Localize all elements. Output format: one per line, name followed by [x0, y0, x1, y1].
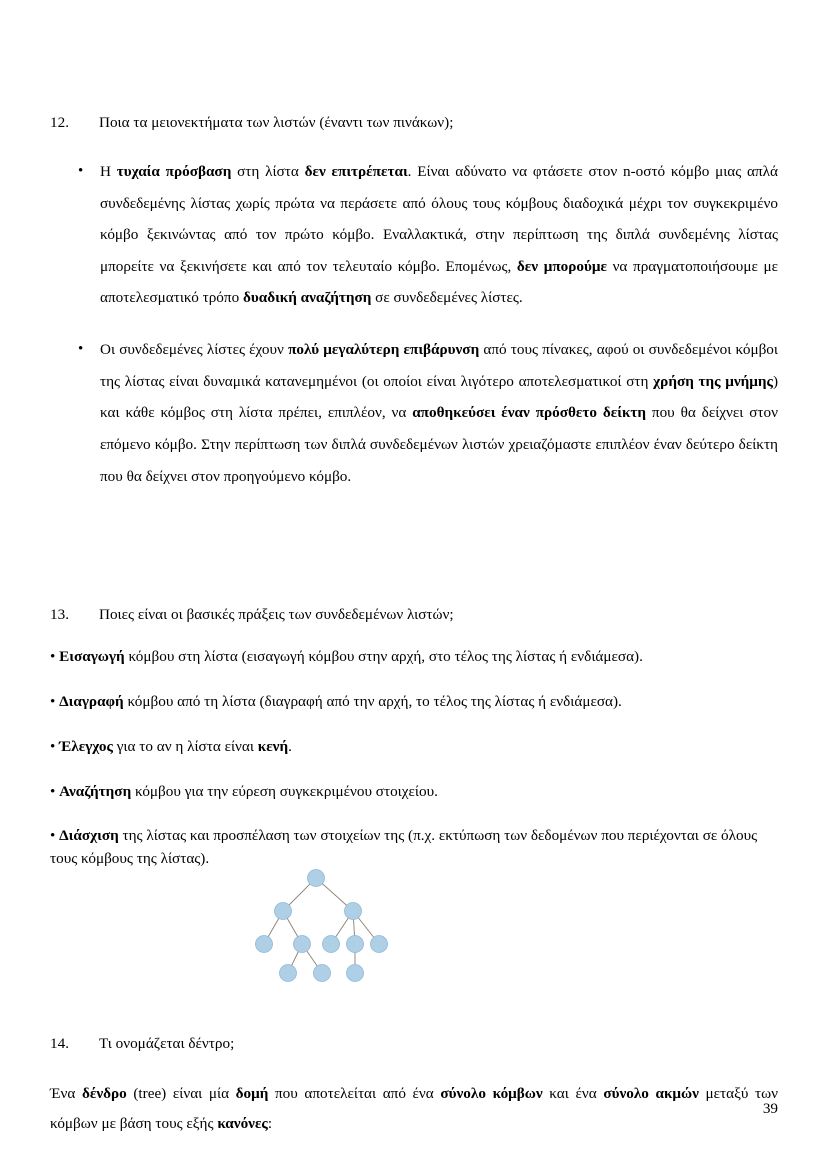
question-12-number: 12. — [50, 114, 69, 131]
body-text: και ένα — [542, 1084, 604, 1102]
page-number: 39 — [762, 1100, 778, 1117]
list-item — [50, 825, 778, 871]
question-14-number: 14. — [50, 1034, 69, 1052]
emphasis-text: σύνολο ακμών — [603, 1084, 699, 1102]
emphasis-text: Αναζήτηση — [59, 782, 132, 800]
list-item — [50, 691, 778, 714]
body-text: . — [288, 737, 292, 755]
body-text: • — [50, 827, 60, 845]
tree-node — [323, 936, 340, 953]
tree-node — [314, 965, 331, 982]
body-text: κόμβου στη λίστα (εισαγωγή κόμβου στην αρχή, στο τέλος της λίστας ή ενδιάμεσα). — [124, 648, 643, 666]
question-14-heading — [50, 1033, 778, 1055]
question-12-heading — [50, 112, 778, 134]
body-text: για το αν η λίστα είναι — [112, 737, 258, 755]
body-text: της λίστας και προσπέλαση των στοιχείων της (π.χ. εκτύπωση των δεδομένων που περιέχονται σε όλους τους κόμβους της λίστας). — [50, 827, 758, 868]
body-text: . Είναι αδύνατο να φτάσετε στον n-οστό κόμβο μιας απλά συνδεδεμένης λίστας χωρίς πρώτα να περάσετε από όλους τους κόμβους διαδοχικά μέχρι τον συγκεκριμένο κόμβο ξεκινώντας από τον πρώτο κόμβο. Εναλλακτικά, στην περίπτωση της διπλά συνδεμένης λίστας μπορείτε να ξεκινήσετε και από τον τελευταίο κόμβο. Επομένως, — [100, 163, 778, 275]
emphasis-text: Εισαγωγή — [59, 648, 125, 666]
document-content — [50, 112, 778, 1140]
tree-diagram — [252, 866, 402, 984]
question-14-title: Τι ονομάζεται δέντρο; — [99, 1034, 235, 1052]
body-text: • — [50, 692, 60, 710]
body-text: που θα δείχνει στον επόμενο κόμβο. Στην περίπτωση των διπλά συνδεδεμένων λιστών χρειαζόμαστε επιπλέον έναν δεύτερο δείκτη που θα δείχνει στον προηγούμενο κόμβο. — [100, 404, 778, 485]
body-text: • — [50, 782, 60, 800]
emphasis-text: Διάσχιση — [59, 827, 119, 845]
body-text: : — [267, 1115, 273, 1133]
body-text: Οι συνδεδεμένες λίστες έχουν — [100, 341, 289, 359]
emphasis-text: δένδρο — [81, 1084, 127, 1102]
emphasis-text: δομή — [235, 1084, 269, 1102]
emphasis-text: Διαγραφή — [59, 692, 124, 710]
tree-node — [347, 965, 364, 982]
tree-node — [345, 903, 362, 920]
emphasis-text: τυχαία πρόσβαση — [116, 163, 232, 181]
section-spacer — [50, 512, 778, 604]
figure-spacer — [50, 985, 778, 1033]
emphasis-text: σύνολο κόμβων — [440, 1084, 543, 1102]
body-text: που αποτελείται από ένα — [268, 1084, 441, 1102]
bullet-glyph-icon: • — [78, 341, 84, 358]
body-text: Ένα — [50, 1084, 82, 1102]
body-text: κόμβου για την εύρεση συγκεκριμένου στοιχείου. — [131, 782, 438, 800]
question-13-title: Ποιες είναι οι βασικές πράξεις των συνδεδεμένων λιστών; — [99, 606, 454, 624]
body-text: • — [50, 648, 60, 666]
bullet-paragraph — [100, 156, 778, 314]
body-text: • — [50, 737, 60, 755]
tree-node — [347, 936, 364, 953]
emphasis-text: Έλεγχος — [59, 737, 113, 755]
tree-node — [280, 965, 297, 982]
question-12-title: Ποια τα μειονεκτήματα των λιστών (έναντι των πινάκων); — [99, 114, 454, 131]
question-13-operations-list — [50, 646, 778, 871]
body-text: κόμβου από τη λίστα (διαγραφή από την αρχή, το τέλος της λίστας ή ενδιάμεσα). — [123, 692, 622, 710]
tree-diagram-canvas — [252, 866, 402, 984]
question-13-number: 13. — [50, 606, 69, 624]
emphasis-text: κενή — [257, 737, 289, 755]
tree-node — [308, 870, 325, 887]
question-13-heading — [50, 604, 778, 626]
list-item — [50, 736, 778, 759]
body-text: μεταξύ των κόμβων με βάση τους εξής — [50, 1084, 779, 1133]
tree-node — [371, 936, 388, 953]
body-text: ) και κάθε κόμβος στη λίστα πρέπει, επιπλέον, να — [100, 372, 778, 422]
paragraph-spacer — [50, 1055, 778, 1079]
question-12-bullet-list — [50, 156, 778, 492]
body-text: σε συνδεδεμένες λίστες. — [371, 289, 523, 307]
bullet-paragraph — [100, 334, 778, 492]
section-spacer — [50, 893, 778, 985]
list-item — [50, 646, 778, 669]
emphasis-text: πολύ μεγαλύτερη επιβάρυνση — [288, 341, 480, 359]
body-text: Η — [100, 163, 117, 181]
tree-node — [275, 903, 292, 920]
body-text: από τους πίνακες, αφού οι συνδεδεμένοι κόμβοι της λίστας είναι δυναμικά κατανεμημένοι (οι οποίοι είναι λιγότερο αποτελεσματικοί στη — [100, 341, 778, 390]
tree-node — [256, 936, 273, 953]
body-text: να πραγματοποιήσουμε με αποτελεσματικό τρόπο — [100, 257, 778, 307]
bullet-glyph-icon: • — [78, 163, 84, 180]
emphasis-text: κανόνες — [217, 1115, 268, 1133]
emphasis-text: αποθηκεύσει έναν πρόσθετο δείκτη — [412, 404, 647, 422]
body-text: στη λίστα — [231, 163, 305, 181]
list-item — [50, 781, 778, 804]
emphasis-text: δεν μπορούμε — [516, 257, 607, 275]
body-text: (tree) είναι μία — [126, 1084, 236, 1102]
emphasis-text: δυαδική αναζήτηση — [242, 289, 372, 307]
emphasis-text: χρήση της μνήμης — [653, 372, 773, 390]
emphasis-text: δεν επιτρέπεται — [304, 163, 408, 181]
list-item — [50, 156, 778, 314]
question-14-answer — [50, 1079, 778, 1140]
list-item — [50, 334, 778, 492]
tree-node — [294, 936, 311, 953]
